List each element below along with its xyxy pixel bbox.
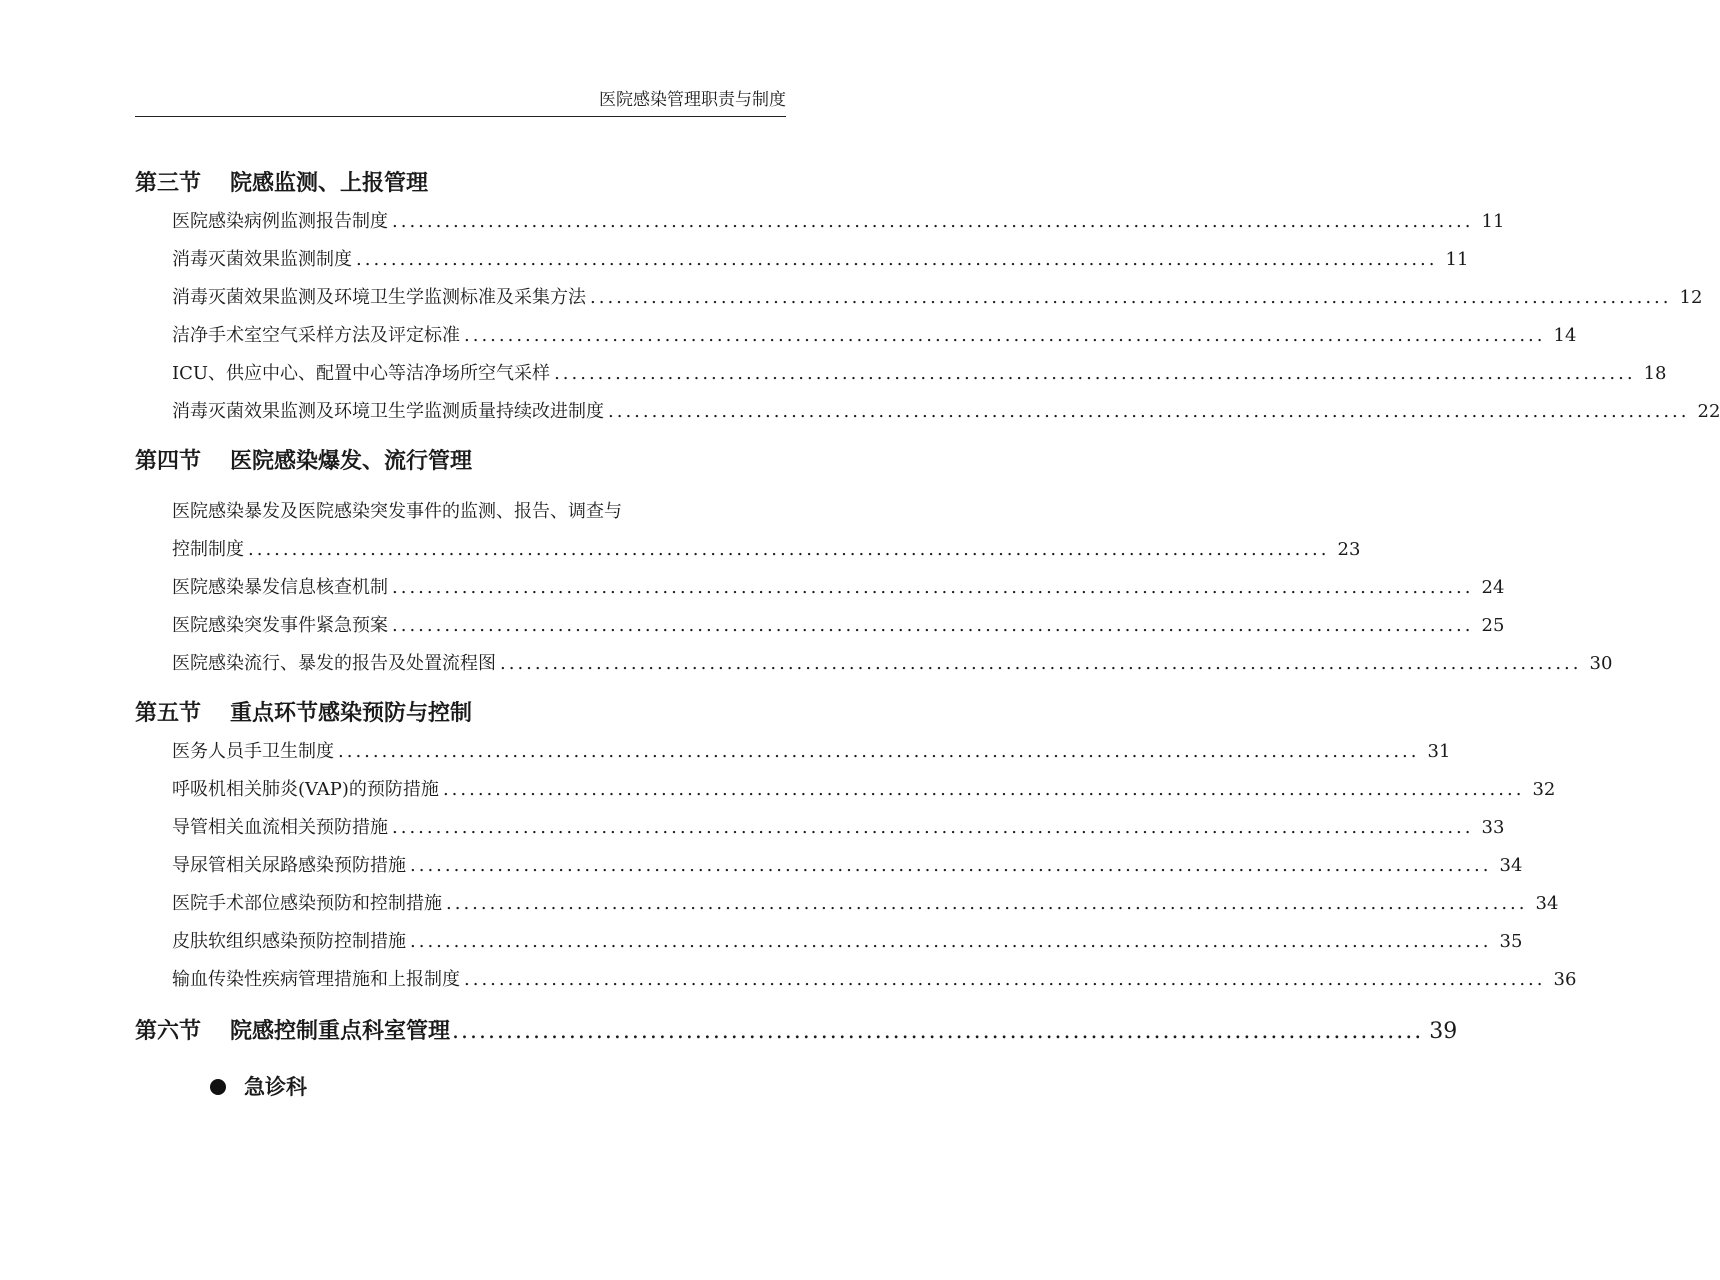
toc-entry[interactable]	[172, 645, 1613, 683]
section-heading[interactable]	[135, 165, 786, 203]
header-rule	[135, 116, 786, 117]
toc-entry[interactable]	[172, 393, 1720, 431]
toc-entry-page: 18	[1643, 363, 1667, 384]
toc-entry-title: ICU、供应中心、配置中心等洁净场所空气采样	[172, 363, 551, 384]
toc-entry-title: 医院感染暴发信息核查机制	[172, 577, 388, 598]
dot-leader: ............................................................................................................................	[464, 325, 1546, 346]
dot-leader: ............................................................................................................................	[442, 779, 1525, 800]
toc-entry-title: 消毒灭菌效果监测及环境卫生学监测标准及采集方法	[172, 287, 586, 308]
toc-entry-page: 11	[1481, 211, 1505, 232]
bullet-dot-icon	[210, 1079, 226, 1095]
dot-leader: ............................................................................................................................	[392, 577, 1474, 598]
toc-entry-title: 导管相关血流相关预防措施	[172, 817, 388, 838]
toc-entry-title: 输血传染性疾病管理措施和上报制度	[172, 969, 460, 990]
toc-entry-page: 33	[1481, 817, 1505, 838]
table-of-contents	[135, 165, 1720, 1105]
toc-entry-title-line1: 医院感染暴发及医院感染突发事件的监测、报告、调查与	[172, 501, 622, 522]
toc-entry-page: 31	[1427, 741, 1451, 762]
toc-entry-page: 22	[1697, 401, 1720, 422]
dot-leader: ............................................................................................................................	[500, 653, 1582, 674]
toc-entry-page: 34	[1535, 893, 1559, 914]
toc-entry[interactable]	[172, 961, 1577, 999]
running-header: 医院感染管理职责与制度	[599, 90, 786, 110]
toc-entry[interactable]	[172, 493, 1361, 569]
bullet-item[interactable]	[210, 1069, 786, 1105]
section-title: 重点环节感染预防与控制	[230, 701, 473, 726]
toc-entry[interactable]	[172, 607, 1505, 645]
section-heading[interactable]	[135, 443, 786, 481]
toc-entry[interactable]	[172, 317, 1577, 355]
toc-entry-title: 医院感染流行、暴发的报告及处置流程图	[172, 653, 496, 674]
section-heading[interactable]	[135, 695, 786, 733]
dot-leader: ............................................................................................................................	[392, 211, 1474, 232]
toc-entry[interactable]	[172, 203, 1505, 241]
dot-leader: ............................................................................................................................	[410, 855, 1492, 876]
toc-entry[interactable]	[172, 923, 1523, 961]
dot-leader: ............................................................................................................................	[554, 363, 1636, 384]
toc-entry-title: 医院手术部位感染预防和控制措施	[172, 893, 442, 914]
section-number: 第六节	[135, 1019, 202, 1044]
toc-entry-page: 32	[1532, 779, 1556, 800]
toc-entry-page: 30	[1589, 653, 1613, 674]
dot-leader: ............................................................................................................................	[356, 249, 1438, 270]
toc-entry[interactable]	[172, 569, 1505, 607]
toc-entry-title: 皮肤软组织感染预防控制措施	[172, 931, 406, 952]
dot-leader: ............................................................................................................................	[392, 615, 1474, 636]
section-title: 院感控制重点科室管理	[230, 1019, 451, 1044]
toc-entry[interactable]	[172, 279, 1703, 317]
toc-entry[interactable]	[172, 355, 1667, 393]
toc-entry-title: 呼吸机相关肺炎(VAP)的预防措施	[172, 779, 439, 800]
section-page: 39	[1429, 1019, 1458, 1044]
bullet-item-label: 急诊科	[244, 1075, 307, 1099]
toc-entry[interactable]	[172, 733, 1451, 771]
dot-leader: ............................................................................................................................	[338, 741, 1420, 762]
toc-entry-title: 消毒灭菌效果监测制度	[172, 249, 352, 270]
section-heading[interactable]	[135, 1013, 1458, 1051]
toc-entry-title: 洁净手术室空气采样方法及评定标准	[172, 325, 460, 346]
toc-entry-title: 消毒灭菌效果监测及环境卫生学监测质量持续改进制度	[172, 401, 604, 422]
section-title: 院感监测、上报管理	[230, 171, 429, 196]
dot-leader: ............................................................................................................................	[410, 931, 1492, 952]
toc-entry-page: 34	[1499, 855, 1523, 876]
toc-entry-page: 23	[1337, 539, 1361, 560]
toc-entry-title: 医院感染突发事件紧急预案	[172, 615, 388, 636]
toc-entry-page: 14	[1553, 325, 1577, 346]
toc-entry[interactable]	[172, 241, 1469, 279]
dot-leader: ............................................................................................................................	[248, 539, 1330, 560]
toc-entry-page: 36	[1553, 969, 1577, 990]
toc-entry[interactable]	[172, 809, 1505, 847]
section-number: 第五节	[135, 701, 202, 726]
toc-entry-title: 控制制度	[172, 539, 244, 560]
toc-entry-title: 医务人员手卫生制度	[172, 741, 334, 762]
dot-leader: ............................................................................................................................	[590, 287, 1672, 308]
dot-leader: ............................................................................................................................	[608, 401, 1690, 422]
toc-entry[interactable]	[172, 847, 1523, 885]
toc-entry[interactable]	[172, 885, 1559, 923]
section-number: 第三节	[135, 171, 202, 196]
toc-entry-title: 导尿管相关尿路感染预防措施	[172, 855, 406, 876]
dot-leader: ............................................................................................................................	[392, 817, 1474, 838]
toc-entry-page: 11	[1445, 249, 1469, 270]
toc-entry-page: 25	[1481, 615, 1505, 636]
toc-entry-title: 医院感染病例监测报告制度	[172, 211, 388, 232]
dot-leader: ............................................................................................................	[452, 1019, 1424, 1044]
toc-entry-page: 24	[1481, 577, 1505, 598]
dot-leader: ............................................................................................................................	[446, 893, 1528, 914]
section-number: 第四节	[135, 449, 202, 474]
dot-leader: ............................................................................................................................	[464, 969, 1546, 990]
section-title: 医院感染爆发、流行管理	[230, 449, 473, 474]
toc-entry-page: 12	[1679, 287, 1703, 308]
toc-entry-page: 35	[1499, 931, 1523, 952]
toc-entry[interactable]	[172, 771, 1556, 809]
